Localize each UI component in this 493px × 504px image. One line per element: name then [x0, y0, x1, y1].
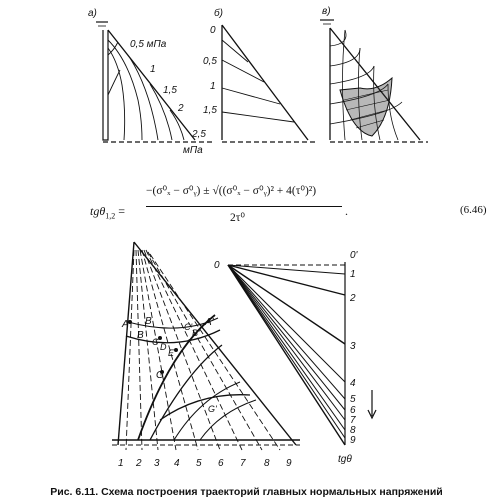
- panel-b-label: б): [214, 8, 223, 19]
- panel-a-label-1: 1: [150, 64, 156, 75]
- panel-a-label-05: 0,5 мПа: [130, 39, 167, 50]
- origin-label: 0: [214, 260, 220, 271]
- point-a-prime-label: A': [205, 317, 214, 328]
- traj-b-4: [222, 112, 294, 122]
- point-c-prime-label: C': [184, 322, 193, 332]
- panel-b-label-05: 0,5: [203, 56, 217, 67]
- x-label-2: 2: [136, 458, 142, 469]
- point-g-prime-label: G': [208, 404, 217, 414]
- traj-arc-5: [160, 395, 250, 420]
- panel-c: [320, 20, 428, 142]
- x-label-4: 4: [174, 458, 180, 469]
- point-c-label: C: [152, 337, 159, 347]
- dam-face-b: [222, 25, 308, 140]
- scale-label-9: 9: [350, 435, 356, 446]
- x-label-8: 8: [264, 458, 270, 469]
- x-label-3: 3: [154, 458, 160, 469]
- equation-number: (6.46): [460, 204, 487, 216]
- isoline-a-5: [170, 110, 184, 140]
- scale-label-6: 6: [350, 405, 356, 416]
- ray-7: [228, 265, 345, 420]
- panel-a-unit: мПа: [183, 145, 203, 156]
- panel-a-label-25: 2,5: [192, 129, 206, 140]
- point-a-label: A: [122, 319, 129, 330]
- traj-arc-1: [138, 315, 215, 440]
- ray-8: [228, 265, 345, 430]
- point-e-label: E: [168, 348, 175, 358]
- panel-b-label-15: 1,5: [203, 105, 217, 116]
- fan-1: [126, 250, 134, 450]
- scale-label-5: 5: [350, 394, 356, 405]
- formula-fraction-bar: [146, 206, 342, 207]
- panel-c-label: в): [322, 6, 331, 17]
- point-g-label: G: [156, 370, 164, 381]
- scale-label-7: 7: [350, 415, 356, 426]
- figure-caption: Рис. 6.11. Схема построения траекторий главных нормальных напряжений: [50, 486, 443, 498]
- isoline-a-6: [108, 42, 118, 55]
- panel-a-label: а): [88, 8, 97, 19]
- formula-lhs-text: tgθ: [90, 204, 106, 218]
- dam-profile-a: [103, 30, 108, 140]
- top-label: 0': [350, 250, 358, 261]
- scale-label-8: 8: [350, 425, 356, 436]
- panel-b-label-1: 1: [210, 81, 216, 92]
- formula-lhs-subscript: 1,2: [105, 211, 116, 221]
- ray-4: [228, 265, 345, 382]
- point-b-label: B: [145, 316, 152, 327]
- x-label-7: 7: [240, 458, 246, 469]
- point-b-prime-label: B': [192, 328, 200, 338]
- dam-back-d: [118, 242, 134, 445]
- traj-b-2: [222, 60, 264, 82]
- isoline-a-1: [108, 48, 125, 140]
- scale-label-1: 1: [350, 269, 356, 280]
- formula-end: .: [345, 204, 348, 218]
- panel-b: [222, 25, 318, 142]
- formula-numerator: −(σ⁰ₓ − σ⁰ᵧ) ± √((σ⁰ₓ − σ⁰ᵧ)² + 4(τ⁰)²): [146, 185, 317, 197]
- panel-a-label-15: 1,5: [163, 85, 177, 96]
- grid-c-2: [330, 48, 360, 66]
- x-label-6: 6: [218, 458, 224, 469]
- x-label-9: 9: [286, 458, 292, 469]
- formula-equals: =: [115, 204, 126, 218]
- scale-label-3: 3: [350, 341, 356, 352]
- x-label-1: 1: [118, 458, 124, 469]
- tg-axis-label: tgθ: [338, 454, 352, 465]
- point-c: [159, 337, 162, 340]
- point-a: [129, 321, 132, 324]
- point-d-label: D: [160, 342, 167, 352]
- diag-edge: [228, 265, 345, 445]
- formula-denominator: 2τ⁰: [230, 212, 245, 224]
- point-b2-label: B: [137, 330, 144, 341]
- isoline-a-7: [108, 70, 120, 95]
- panel-b-label-0: 0: [210, 25, 216, 36]
- hatched-zone-c: [340, 78, 392, 136]
- scale-label-4: 4: [350, 378, 356, 389]
- x-label-5: 5: [196, 458, 202, 469]
- scale-label-2: 2: [350, 293, 356, 304]
- formula-lhs: [90, 204, 125, 220]
- panel-a-label-2: 2: [178, 103, 184, 114]
- trajectory-diagram: [112, 242, 300, 450]
- traj-arc-2: [150, 345, 222, 440]
- ray-6: [228, 265, 345, 410]
- point-e: [175, 349, 178, 352]
